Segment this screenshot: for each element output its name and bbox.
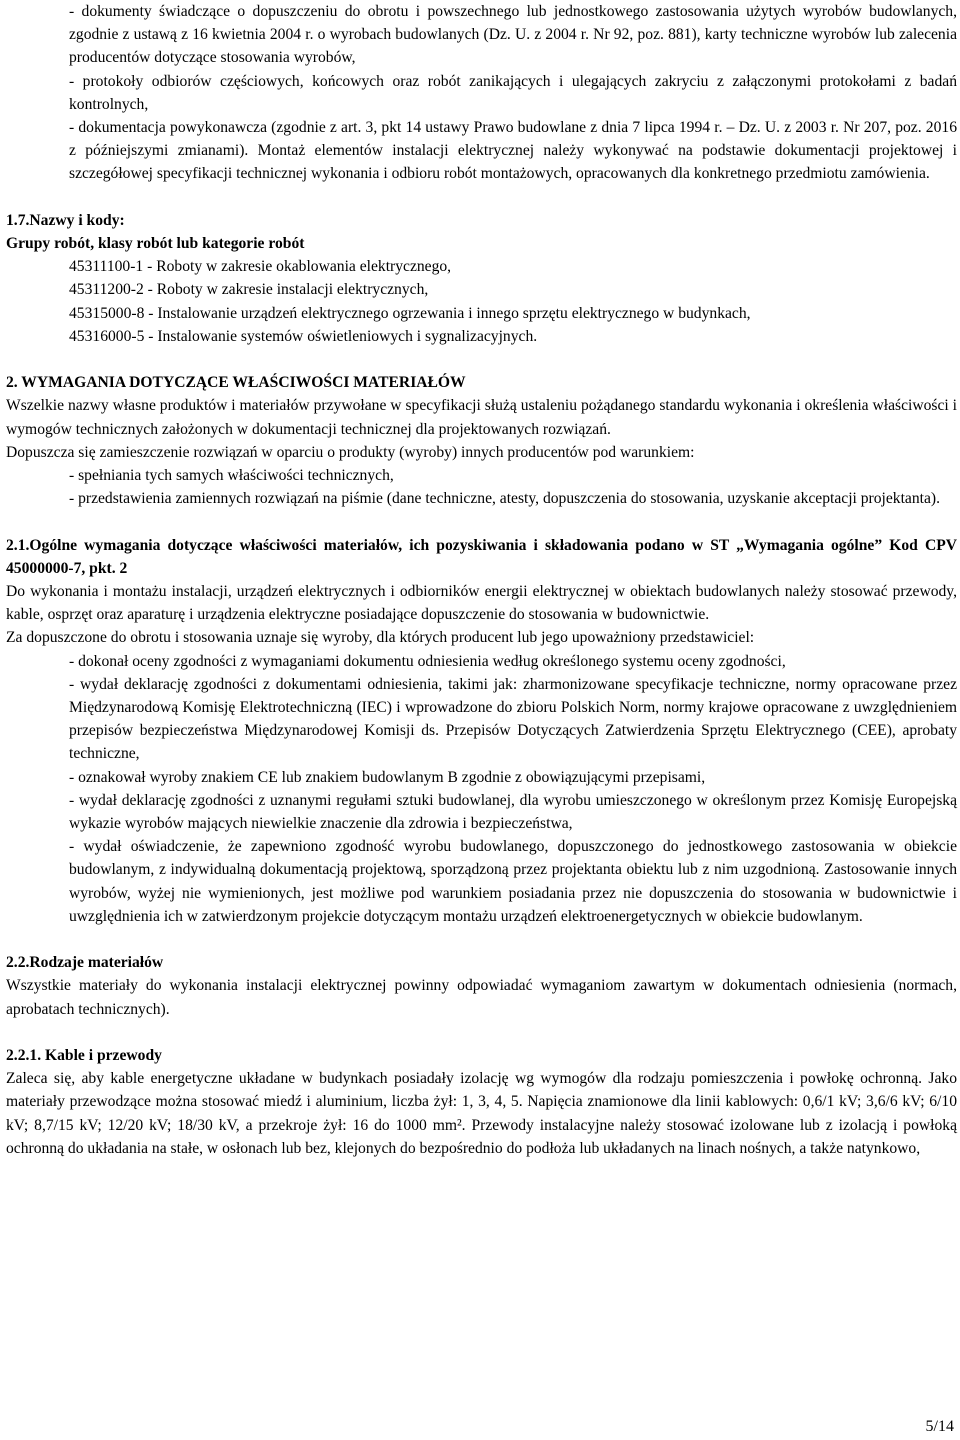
list-item-declaration-standards: - wydał deklarację zgodności z dokumentami odniesienia, takimi jak: zharmonizowane specyfikacje techniczne, normy opracowane przez Międzynarodową Komisję Elektrotechniczną (IEC) i wprowadzone do zbioru Polskich Norm, normy krajowe opracowane z uwzględnieniem przepisów bezpieczeństwa Międzynarodowej Komisji ds. Przepisów Dotyczących Zatwierdzenia Sprzętu Elektrycznego (CEE), aprobaty techniczne, bbox=[69, 675, 957, 763]
section-heading-2-2-1: 2.2.1. Kable i przewody bbox=[6, 1047, 162, 1065]
page-number: 5/14 bbox=[925, 1418, 954, 1435]
list-item-same-properties: - spełniania tych samych właściwości technicznych, bbox=[69, 467, 394, 485]
list-item-conformity-assessment: - dokonał oceny zgodności z wymaganiami dokumentu odniesienia według określonego systemu oceny zgodności, bbox=[69, 652, 786, 670]
paragraph-approved-products: Za dopuszczone do obrotu i stosowania uznaje się wyroby, dla których producent lub jego upoważniony przedstawiciel: bbox=[6, 629, 755, 647]
document-page bbox=[6, 0, 957, 1160]
paragraph-protocols: - protokoły odbiorów częściowych, końcowych oraz robót zanikających i ulegających zakryciu z załączonymi protokołami z badań kontrolnych, bbox=[69, 72, 957, 113]
paragraph-installation-materials: Do wykonania i montażu instalacji, urządzeń elektrycznych i odbiorników energii elektrycznej w obiektach budowlanych należy stosować przewody, kable, osprzęt oraz aparaturę i urządzenia elektryczne posiadające dopuszczenie do stosowania w budownictwie. bbox=[6, 583, 957, 624]
paragraph-documents: - dokumenty świadczące o dopuszczeniu do obrotu i powszechnego lub jednostkowego zastosowania użytych wyrobów budowlanych, zgodnie z ustawą z 16 kwietnia 2004 r. o wyrobach budowlanych (Dz. U. z 2004 r. Nr 92, poz. 881), karty techniczne wyrobów lub zalecenia producentów dotyczące stosowania wyrobów, bbox=[69, 3, 957, 67]
paragraph-proper-names: Wszelkie nazwy własne produktów i materiałów przywołane w specyfikacji służą ustaleniu pożądanego standardu wykonania i określenia właściwości i wymogów technicznych założonych w dokumentacji technicznej dla projektowanych rozwiązań. bbox=[6, 397, 957, 438]
section-heading-1-7: 1.7.Nazwy i kody: bbox=[6, 211, 125, 229]
code-item: 45311200-2 - Roboty w zakresie instalacji elektrycznych, bbox=[69, 281, 429, 299]
code-item: 45311100-1 - Roboty w zakresie okablowania elektrycznego, bbox=[69, 258, 452, 276]
paragraph-cables-wires: Zaleca się, aby kable energetyczne układane w budynkach posiadały izolację wg wymogów dla rodzaju pomieszczenia i powłokę ochronną. Jako materiały przewodzące można stosować miedź i aluminium, liczba żył: 1, 3, 4, 5. Napięcia znamionowe dla linii kablowych: 0,6/1 kV; 3,6/6 kV; 6/10 kV; 8,7/15 kV; 12/20 kV; 18/30 kV, a przekroje żył: 16 do 1000 mm². Przewody instalacyjne należy stosować izolowane lub z izolacją i powłoką ochronną do układania na stałe, w osłonach lub bez, klejonych do bezpośrednio do podłoża lub układanych na linach nośnych, a także natynkowo, bbox=[6, 1070, 957, 1157]
section-heading-2-1: 2.1.Ogólne wymagania dotyczące właściwości materiałów, ich pozyskiwania i składowania podano w ST „Wymagania ogólne” Kod CPV 45000000-7, pkt. 2 bbox=[6, 536, 957, 577]
section-heading-2-2: 2.2.Rodzaje materiałów bbox=[6, 954, 164, 972]
code-item: 45316000-5 - Instalowanie systemów oświetleniowych i sygnalizacyjnych. bbox=[69, 327, 538, 345]
list-item-declaration-rules: - wydał deklarację zgodności z uznanymi regułami sztuki budowlanej, dla wyrobu umieszczonego w określonym przez Komisję Europejską wykazie wyrobów mających niewielkie znaczenie dla zdrowia i bezpieczeństwa, bbox=[69, 791, 957, 833]
paragraph-as-built-docs: - dokumentacja powykonawcza (zgodnie z art. 3, pkt 14 ustawy Prawo budowlane z dnia 7 lipca 1994 r. – Dz. U. z 2003 r. Nr 207, poz. 2016 z późniejszymi zmianami). Montaż elementów instalacji elektrycznej należy wykonywać na podstawie dokumentacji projektowej i szczegółowej specyfikacji technicznej wykonania i odbioru robót montażowych, opracowanych dla konkretnego przedmiotu zamówienia. bbox=[69, 119, 957, 183]
list-item-statement-conformity: - wydał oświadczenie, że zapewniono zgodność wyrobu budowlanego, dopuszczonego do jednostkowego zastosowania w obiekcie budowlanym, z indywidualną dokumentacją projektową, sporządzoną przez projektanta obiektu lub z nim uzgodnioną. Zastosowanie innych wyrobów, wyżej nie wymienionych, jest możliwe pod warunkiem posiadania przez nie dopuszczenia do stosowania w budownictwie i uwzględnienia ich w zatwierdzonym projekcie dotyczącym montażu urządzeń elektroenergetycznych w obiekcie budowlanym. bbox=[69, 838, 957, 925]
code-item: 45315000-8 - Instalowanie urządzeń elektrycznego ogrzewania i innego sprzętu elektrycznego w budynkach, bbox=[69, 304, 751, 322]
subheading-work-groups: Grupy robót, klasy robót lub kategorie robót bbox=[6, 235, 305, 253]
section-heading-2: 2. WYMAGANIA DOTYCZĄCE WŁAŚCIWOŚCI MATERIAŁÓW bbox=[6, 374, 466, 392]
paragraph-alternatives: Dopuszcza się zamieszczenie rozwiązań w oparciu o produkty (wyroby) innych producentów pod warunkiem: bbox=[6, 443, 695, 461]
list-item-ce-marking: - oznakował wyroby znakiem CE lub znakiem budowlanym B zgodnie z obowiązującymi przepisami, bbox=[69, 768, 706, 786]
list-item-written-alternatives: - przedstawienia zamiennych rozwiązań na piśmie (dane techniczne, atesty, dopuszczenia do stosowania, uzyskanie akceptacji projektanta). bbox=[69, 490, 940, 508]
paragraph-material-requirements: Wszystkie materiały do wykonania instalacji elektrycznej powinny odpowiadać wymaganiom zawartym w dokumentach odniesienia (normach, aprobatach technicznych). bbox=[6, 977, 957, 1018]
